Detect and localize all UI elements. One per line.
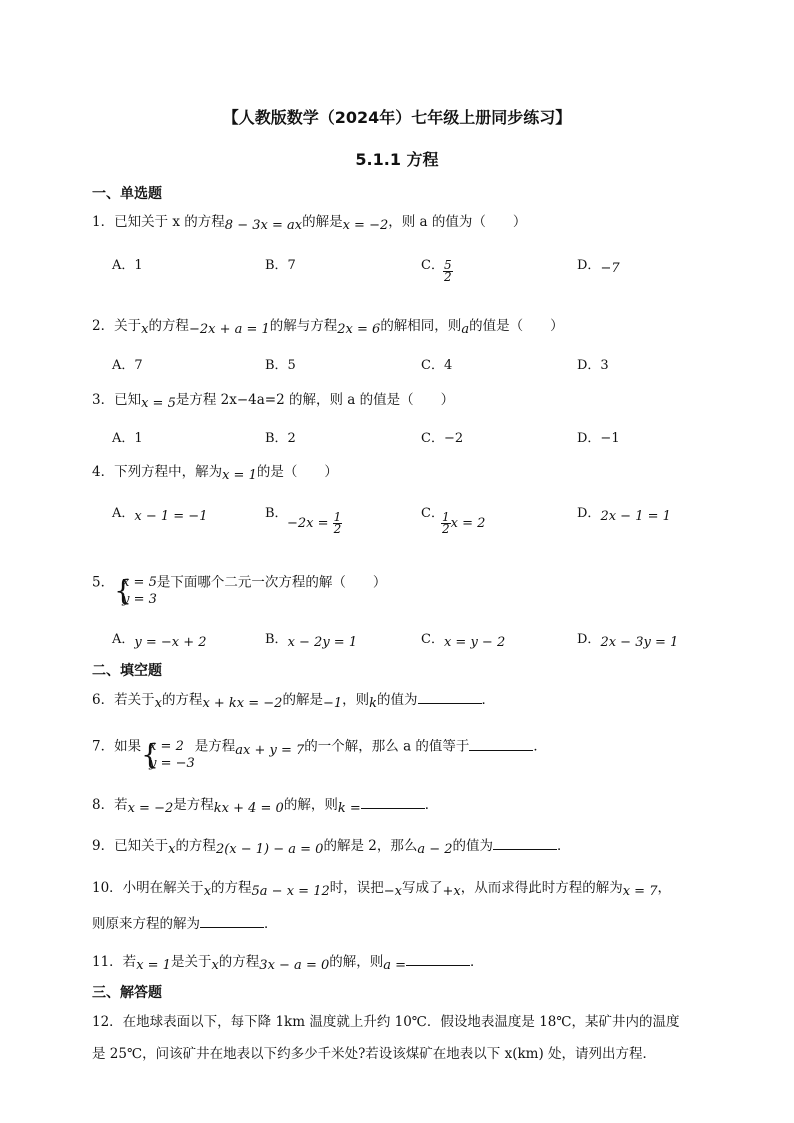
question-6: [92, 688, 496, 711]
q6-math: k: [369, 696, 378, 711]
q9-text: 的方程: [175, 838, 216, 854]
q7-text: 7．如果: [92, 738, 142, 755]
q4-option-a-label: A．: [112, 506, 135, 521]
q6-math: x: [154, 696, 162, 711]
q4-text: 4．下列方程中，解为: [92, 464, 223, 480]
q4-text: 的是（ ）: [256, 464, 338, 480]
page-subtitle: 5.1.1 方程: [355, 150, 439, 169]
q4-option-c-expr: [441, 512, 485, 535]
q1-math: 8 − 3x = ax: [224, 218, 303, 233]
q2-math: 2x = 6: [337, 322, 381, 337]
q10-text: ，从而求得此时方程的解为: [460, 880, 623, 896]
q7-math: ax + y = 7: [235, 742, 305, 758]
q1-math: x = −2: [342, 218, 389, 233]
q1-option-b: B．7: [265, 258, 296, 273]
q11-math: 3x − a = 0: [259, 958, 330, 973]
q4-option-d-label: D．: [577, 506, 601, 521]
q6-math: −1: [322, 696, 343, 711]
q9-text: 9．已知关于: [92, 838, 169, 854]
q5-system-line-2: y = 3: [122, 592, 157, 607]
answer-blank[interactable]: [418, 693, 482, 704]
q4-option-c-fraction: [441, 512, 451, 535]
q3-text: 3．已知: [92, 392, 142, 408]
q2-option-b: B．5: [265, 358, 296, 373]
q2-option-d: D．3: [577, 358, 609, 373]
q4-option-b-expr: [287, 512, 342, 535]
q3-option-b: B．2: [265, 431, 296, 446]
q8-text: 是方程: [173, 797, 214, 813]
q2-text: 2．关于: [92, 318, 142, 334]
q4-option-c: [421, 502, 486, 536]
q2-option-a: A．7: [112, 358, 143, 373]
q9-text: 的解是 2，那么: [323, 838, 418, 854]
numerator: 1: [333, 510, 342, 524]
q10-text: 则原来方程的解为: [92, 916, 200, 932]
q1-option-c: [421, 254, 452, 284]
q2-math: a: [461, 322, 470, 337]
q6-text: ，则: [342, 692, 370, 708]
numerator: 5: [444, 258, 452, 272]
q7-text: 是方程: [194, 738, 236, 755]
q7-equation-system: [141, 738, 195, 772]
q5-equation-system: [114, 574, 157, 608]
q5-option-d-math: 2x − 3y = 1: [600, 635, 679, 650]
q5-option-b-label: B．: [265, 632, 288, 647]
q1-option-d: [577, 254, 620, 276]
q2-text: 的方程: [148, 318, 189, 334]
q5-option-c: [421, 628, 506, 650]
q5-option-d-label: D．: [577, 632, 601, 647]
answer-blank[interactable]: [469, 740, 533, 751]
q4-option-a-math: x − 1 = −1: [134, 509, 208, 524]
denominator: 2: [333, 522, 342, 536]
q8-text: 8．若: [92, 797, 128, 813]
q9-math: x: [168, 842, 176, 857]
q4-option-b-label: B．: [265, 506, 288, 521]
q7-system-line-2: y = −3: [149, 756, 195, 771]
q8-math: kx + 4 = 0: [213, 801, 284, 816]
q11-text: 的方程: [218, 954, 260, 970]
section-heading-fill-blank: 二、填空题: [92, 663, 162, 679]
q2-text: 的解相同，则: [380, 318, 462, 334]
q1-text: 的解是: [302, 214, 343, 230]
q9-text: ．: [557, 838, 571, 854]
q11-math: a =: [383, 958, 407, 973]
q4-option-b: [265, 502, 342, 536]
q10-text: 写成了: [401, 880, 443, 896]
q10-text: ，: [657, 880, 671, 896]
q3-option-a: A．1: [112, 431, 143, 446]
q7-text: ．: [533, 738, 547, 755]
q5-option-a-math: y = −x + 2: [134, 635, 207, 650]
q4-option-b-fraction: [333, 512, 343, 535]
question-4: [92, 460, 338, 483]
answer-blank[interactable]: [406, 955, 470, 966]
q2-math: x: [141, 322, 149, 337]
q5-system-line-1: { x = 5: [122, 575, 157, 590]
q1-option-c-fraction: [443, 260, 453, 283]
question-8: [92, 793, 439, 816]
q10-math: +x: [442, 884, 461, 899]
section-heading-solve: 三、解答题: [92, 985, 162, 1001]
q1-option-d-label: D．: [577, 258, 601, 273]
q4-option-d-math: 2x − 1 = 1: [600, 509, 671, 524]
q5-text: 是下面哪个二元一次方程的解（ ）: [156, 574, 387, 591]
q10-text: 时，误把: [329, 880, 384, 896]
denominator: 2: [442, 522, 450, 536]
q10-math: −x: [383, 884, 402, 899]
q8-math: k =: [337, 801, 361, 816]
q9-math: 2(x − 1) − a = 0: [215, 842, 324, 857]
q2-text: 的值是（ ）: [469, 318, 564, 334]
q10-text: 10．小明在解关于: [92, 880, 204, 896]
page-title: 【人教版数学（2024年）七年级上册同步练习】: [222, 108, 572, 127]
q6-text: 的解是: [282, 692, 323, 708]
q2-math: −2x + a = 1: [188, 322, 270, 337]
q11-math: x: [211, 958, 219, 973]
q10-math: x: [203, 884, 212, 899]
question-10-line-2: [92, 912, 278, 932]
q11-math: x = 1: [136, 958, 171, 973]
denominator: 2: [444, 270, 452, 284]
q9-math: a − 2: [417, 842, 453, 857]
q8-text: 的解，则: [283, 797, 338, 813]
answer-blank[interactable]: [361, 798, 425, 809]
q3-option-c: C．−2: [421, 431, 464, 446]
q8-math: x = −2: [127, 801, 174, 816]
q5-option-a-label: A．: [112, 632, 135, 647]
q6-text: 的值为: [377, 692, 418, 708]
q7-system-line-1: { x = 2: [149, 739, 184, 754]
question-12-line-2: 是 25℃，问该矿井在地表以下约多少千米处?若设该煤矿在地表以下 x(km) 处，请列出方程．: [92, 1046, 657, 1062]
q1-text: ，则 a 的值为（ ）: [388, 214, 527, 230]
q3-math: x = 5: [141, 396, 176, 411]
q2-text: 的解与方程: [269, 318, 338, 334]
q6-text: ．: [481, 692, 496, 708]
question-5: [92, 566, 387, 607]
numerator: 1: [442, 510, 450, 524]
q11-text: 11．若: [92, 954, 137, 970]
q4-option-c-math: x = 2: [450, 516, 486, 531]
q5-option-b: [265, 628, 358, 650]
q1-text: 1．已知关于 x 的方程: [92, 214, 225, 230]
q10-math: 5a − x = 12: [251, 884, 330, 899]
question-3: [92, 388, 455, 411]
q1-option-a: A．1: [112, 258, 143, 273]
question-11: [92, 950, 484, 973]
q11-text: 是关于: [170, 954, 212, 970]
q4-math: x = 1: [222, 468, 257, 483]
q11-text: ．: [470, 954, 484, 970]
q5-option-c-math: x = y − 2: [443, 635, 506, 650]
q10-text: ．: [264, 916, 278, 932]
q5-option-c-label: C．: [421, 632, 444, 647]
q5-option-b-math: x − 2y = 1: [287, 635, 358, 650]
q6-text: 6．若关于: [92, 692, 155, 708]
q4-option-d: [577, 502, 671, 524]
q4-option-c-label: C．: [421, 506, 444, 521]
q8-text: ．: [424, 797, 439, 813]
section-heading-single-choice: 一、单选题: [92, 186, 162, 202]
question-2: [92, 314, 564, 337]
q10-text: 的方程: [211, 880, 252, 896]
q3-text: 是方程 2x−4a=2 的解，则 a 的值是（ ）: [175, 392, 455, 408]
q5-option-d: [577, 628, 679, 650]
q9-text: 的值为: [452, 838, 494, 854]
q7-text: 的一个解，那么 a 的值等于: [304, 738, 470, 755]
question-7: [92, 730, 547, 771]
q6-math: x + kx = −2: [202, 696, 283, 711]
q11-text: 的解，则: [329, 954, 384, 970]
answer-blank[interactable]: [493, 839, 557, 850]
q1-option-d-math: −7: [600, 261, 620, 276]
answer-blank[interactable]: [200, 917, 264, 928]
q4-option-a: [112, 502, 208, 524]
q5-text: 5．: [92, 574, 115, 591]
question-10: [92, 876, 671, 899]
question-9: [92, 834, 571, 857]
q2-option-c: C．4: [421, 358, 453, 373]
q3-option-d: D．−1: [577, 431, 620, 446]
question-12-line-1: 12．在地球表面以下，每下降 1km 温度就上升约 10℃．假设地表温度是 18℃，某矿井内的温度: [92, 1014, 680, 1030]
q10-math: x = 7: [622, 884, 658, 899]
q5-option-a: [112, 628, 207, 650]
q1-option-c-label: C．: [421, 258, 444, 273]
q6-text: 的方程: [161, 692, 203, 708]
question-1: [92, 210, 527, 233]
q4-option-b-math: −2x =: [287, 516, 333, 531]
